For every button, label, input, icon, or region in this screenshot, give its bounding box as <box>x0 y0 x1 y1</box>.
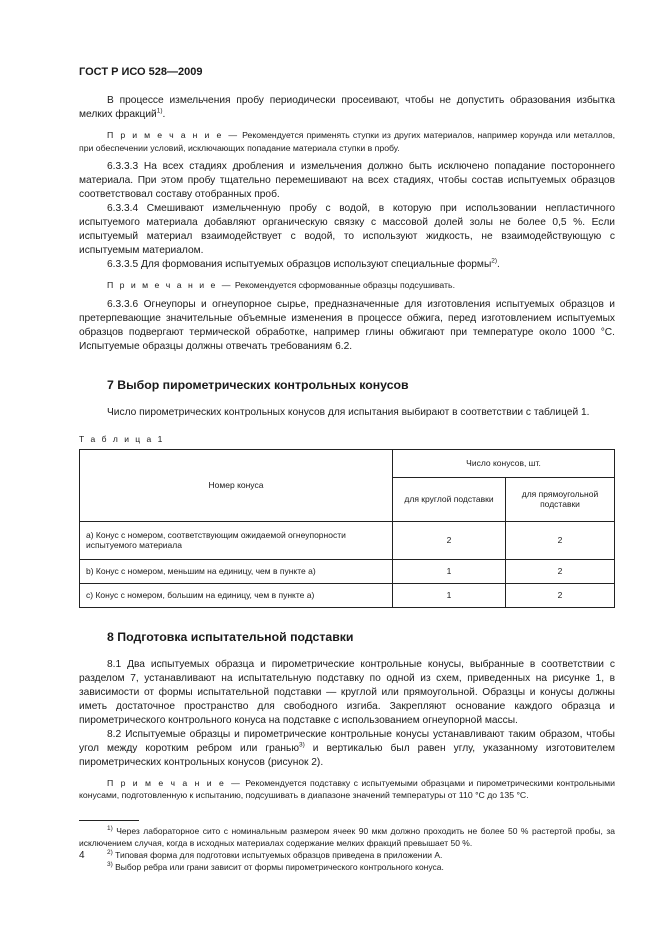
note-3 <box>79 777 615 802</box>
clause-6-3-3-5 <box>79 258 615 272</box>
footnote-divider <box>79 820 139 821</box>
footnote-text: Типовая форма для подготовки испытуемых образцов приведена в приложении А. <box>112 849 443 860</box>
clause-6-3-3-4: 6.3.3.4 Смешивают измельченную пробу с водой, в которую при использовании непластичного испытуемого материала добавляют органическую связку с массовой долей золы не более 0,5 %. Если испытуемый материал взаимодействует с водой, то используют жидкость, не взаимодействующую с испытуемым материалом. <box>79 203 615 256</box>
page-number: 4 <box>79 850 85 861</box>
header-rect: для прямоугольной подставки <box>506 477 615 521</box>
clause-8-2-text-end: и вертикалью был равен углу, указанному изготовителем пирометрических контрольных конусов (рисунок 2). <box>79 742 615 768</box>
section-7-heading: 7 Выбор пирометрических контрольных конусов <box>107 377 409 392</box>
cell-round: 2 <box>393 521 506 559</box>
table-caption: Т а б л и ц а 1 <box>79 433 165 444</box>
paragraph-intro-text: В процессе измельчения пробу периодически просеивают, чтобы не допустить образования избытка мелких фракций <box>79 95 615 120</box>
section-7-paragraph: Число пирометрических контрольных конусов для испытания выбирают в соответствии с таблицей 1. <box>107 406 590 418</box>
clause-8-2-text: 8.2 Испытуемые образцы и пирометрические контрольные конусы устанавливают таким образом, чтобы угол между коротким ребром или гранью <box>79 728 615 754</box>
row-label: b) Конус с номером, меньшим на единицу, чем в пункте а) <box>80 559 393 583</box>
footnote-1 <box>79 825 615 849</box>
document-body <box>79 94 615 873</box>
note-text: Рекомендуется подставку с испытуемыми образцами и пирометрическими контрольными конусами, подготовленную к испытанию, подсушивать в диапазоне значений температуры от 110 °С до 135 °С. <box>79 777 615 800</box>
footnote-text: Выбор ребра или грани зависит от формы пирометрического контрольного конуса. <box>112 861 444 872</box>
clause-8-2 <box>79 728 615 770</box>
cone-count-table <box>79 449 615 608</box>
paragraph-intro: В процессе измельчения пробу периодически просеивают, чтобы не допустить образования избытка мелких фракций$^{1)}$. <box>79 95 615 120</box>
cell-rect: 2 <box>506 559 615 583</box>
clause-6-3-3-3: 6.3.3.3 На всех стадиях дробления и измельчения должно быть исключено попадание постороннего материала. При этом пробу тщательно перемешивают на всех стадиях, чтобы состав испытуемых образцов соответствовал составу отобранных проб. <box>79 161 615 200</box>
clause-6-3-3-5-text: 6.3.3.5 Для формования испытуемых образцов используют специальные формы <box>107 259 492 270</box>
footnote-mark: 3) <box>107 860 113 868</box>
section-8-heading: 8 Подготовка испытательной подставки <box>107 629 354 644</box>
note-1 <box>79 129 615 154</box>
header-round: для круглой подставки <box>393 477 506 521</box>
table-row <box>80 559 615 583</box>
note-text: Рекомендуется сформованные образцы подсушивать. <box>232 280 455 290</box>
footnote-2 <box>79 849 615 861</box>
row-label: а) Конус с номером, соответствующим ожидаемой огнеупорности испытуемого материала <box>80 521 393 559</box>
cell-round: 1 <box>393 583 506 607</box>
row-label: c) Конус с номером, большим на единицу, чем в пункте а) <box>80 583 393 607</box>
note-label: П р и м е ч а н и е — <box>107 130 240 140</box>
header-count: Число конусов, шт. <box>393 449 615 477</box>
footnote-3 <box>79 861 615 873</box>
footnote-ref-1[interactable]: 1) <box>156 107 163 115</box>
table-row <box>80 521 615 559</box>
footnote-mark: 2) <box>107 848 113 856</box>
page-header-title: ГОСТ Р ИСО 528—2009 <box>79 66 203 78</box>
header-cone-number: Номер конуса <box>80 449 393 521</box>
note-2 <box>79 279 615 292</box>
footnote-mark: 1) <box>107 824 113 832</box>
footnote-ref-2[interactable]: 2) <box>491 257 498 265</box>
clause-end: . <box>497 259 500 270</box>
note-label: П р и м е ч а н и е — <box>107 777 242 788</box>
clause-8-1: 8.1 Два испытуемых образца и пирометрические контрольные конусы, выбранные в соответствии с разделом 7, устанавливают на испытательную подставку по одной из схем, приведенных на рисунке 1, в зависимости от формы испытательной подставки — круглой или прямоугольной. Образцы и конусы должны иметь достаточное пространство для свободного изгиба. Закрепляют основание каждого образца и пирометрического контрольного конуса на подставке с использованием огнеупорной массы. <box>79 658 615 726</box>
note-label: П р и м е ч а н и е — <box>107 280 233 290</box>
footnote-text: Через лабораторное сито с номинальным размером ячеек 90 мкм должно проходить не более 50 % растертой пробы, за исключением случая, когда в исходных материалах содержание мелких фракций превышает 50 %. <box>79 825 615 848</box>
cell-rect: 2 <box>506 521 615 559</box>
table-row <box>80 583 615 607</box>
cell-round: 1 <box>393 559 506 583</box>
footnote-ref-3[interactable]: 3) <box>299 741 305 749</box>
clause-6-3-3-6: 6.3.3.6 Огнеупоры и огнеупорное сырье, предназначенные для изготовления испытуемых образцов и претерпевающие значительные объемные изменения в процессе обжига, перед изготовлением испытуемых образцов подвергают термической обработке, например глины обжигают при температуре около 1000 °С. Испытуемые образцы должны отвечать требованиям 6.2. <box>79 298 615 352</box>
cell-rect: 2 <box>506 583 615 607</box>
note-text: Рекомендуется применять ступки из других материалов, например корунда или металлов, при обеспечении условий, исключающих попадание материала ступки в пробу. <box>79 130 615 153</box>
